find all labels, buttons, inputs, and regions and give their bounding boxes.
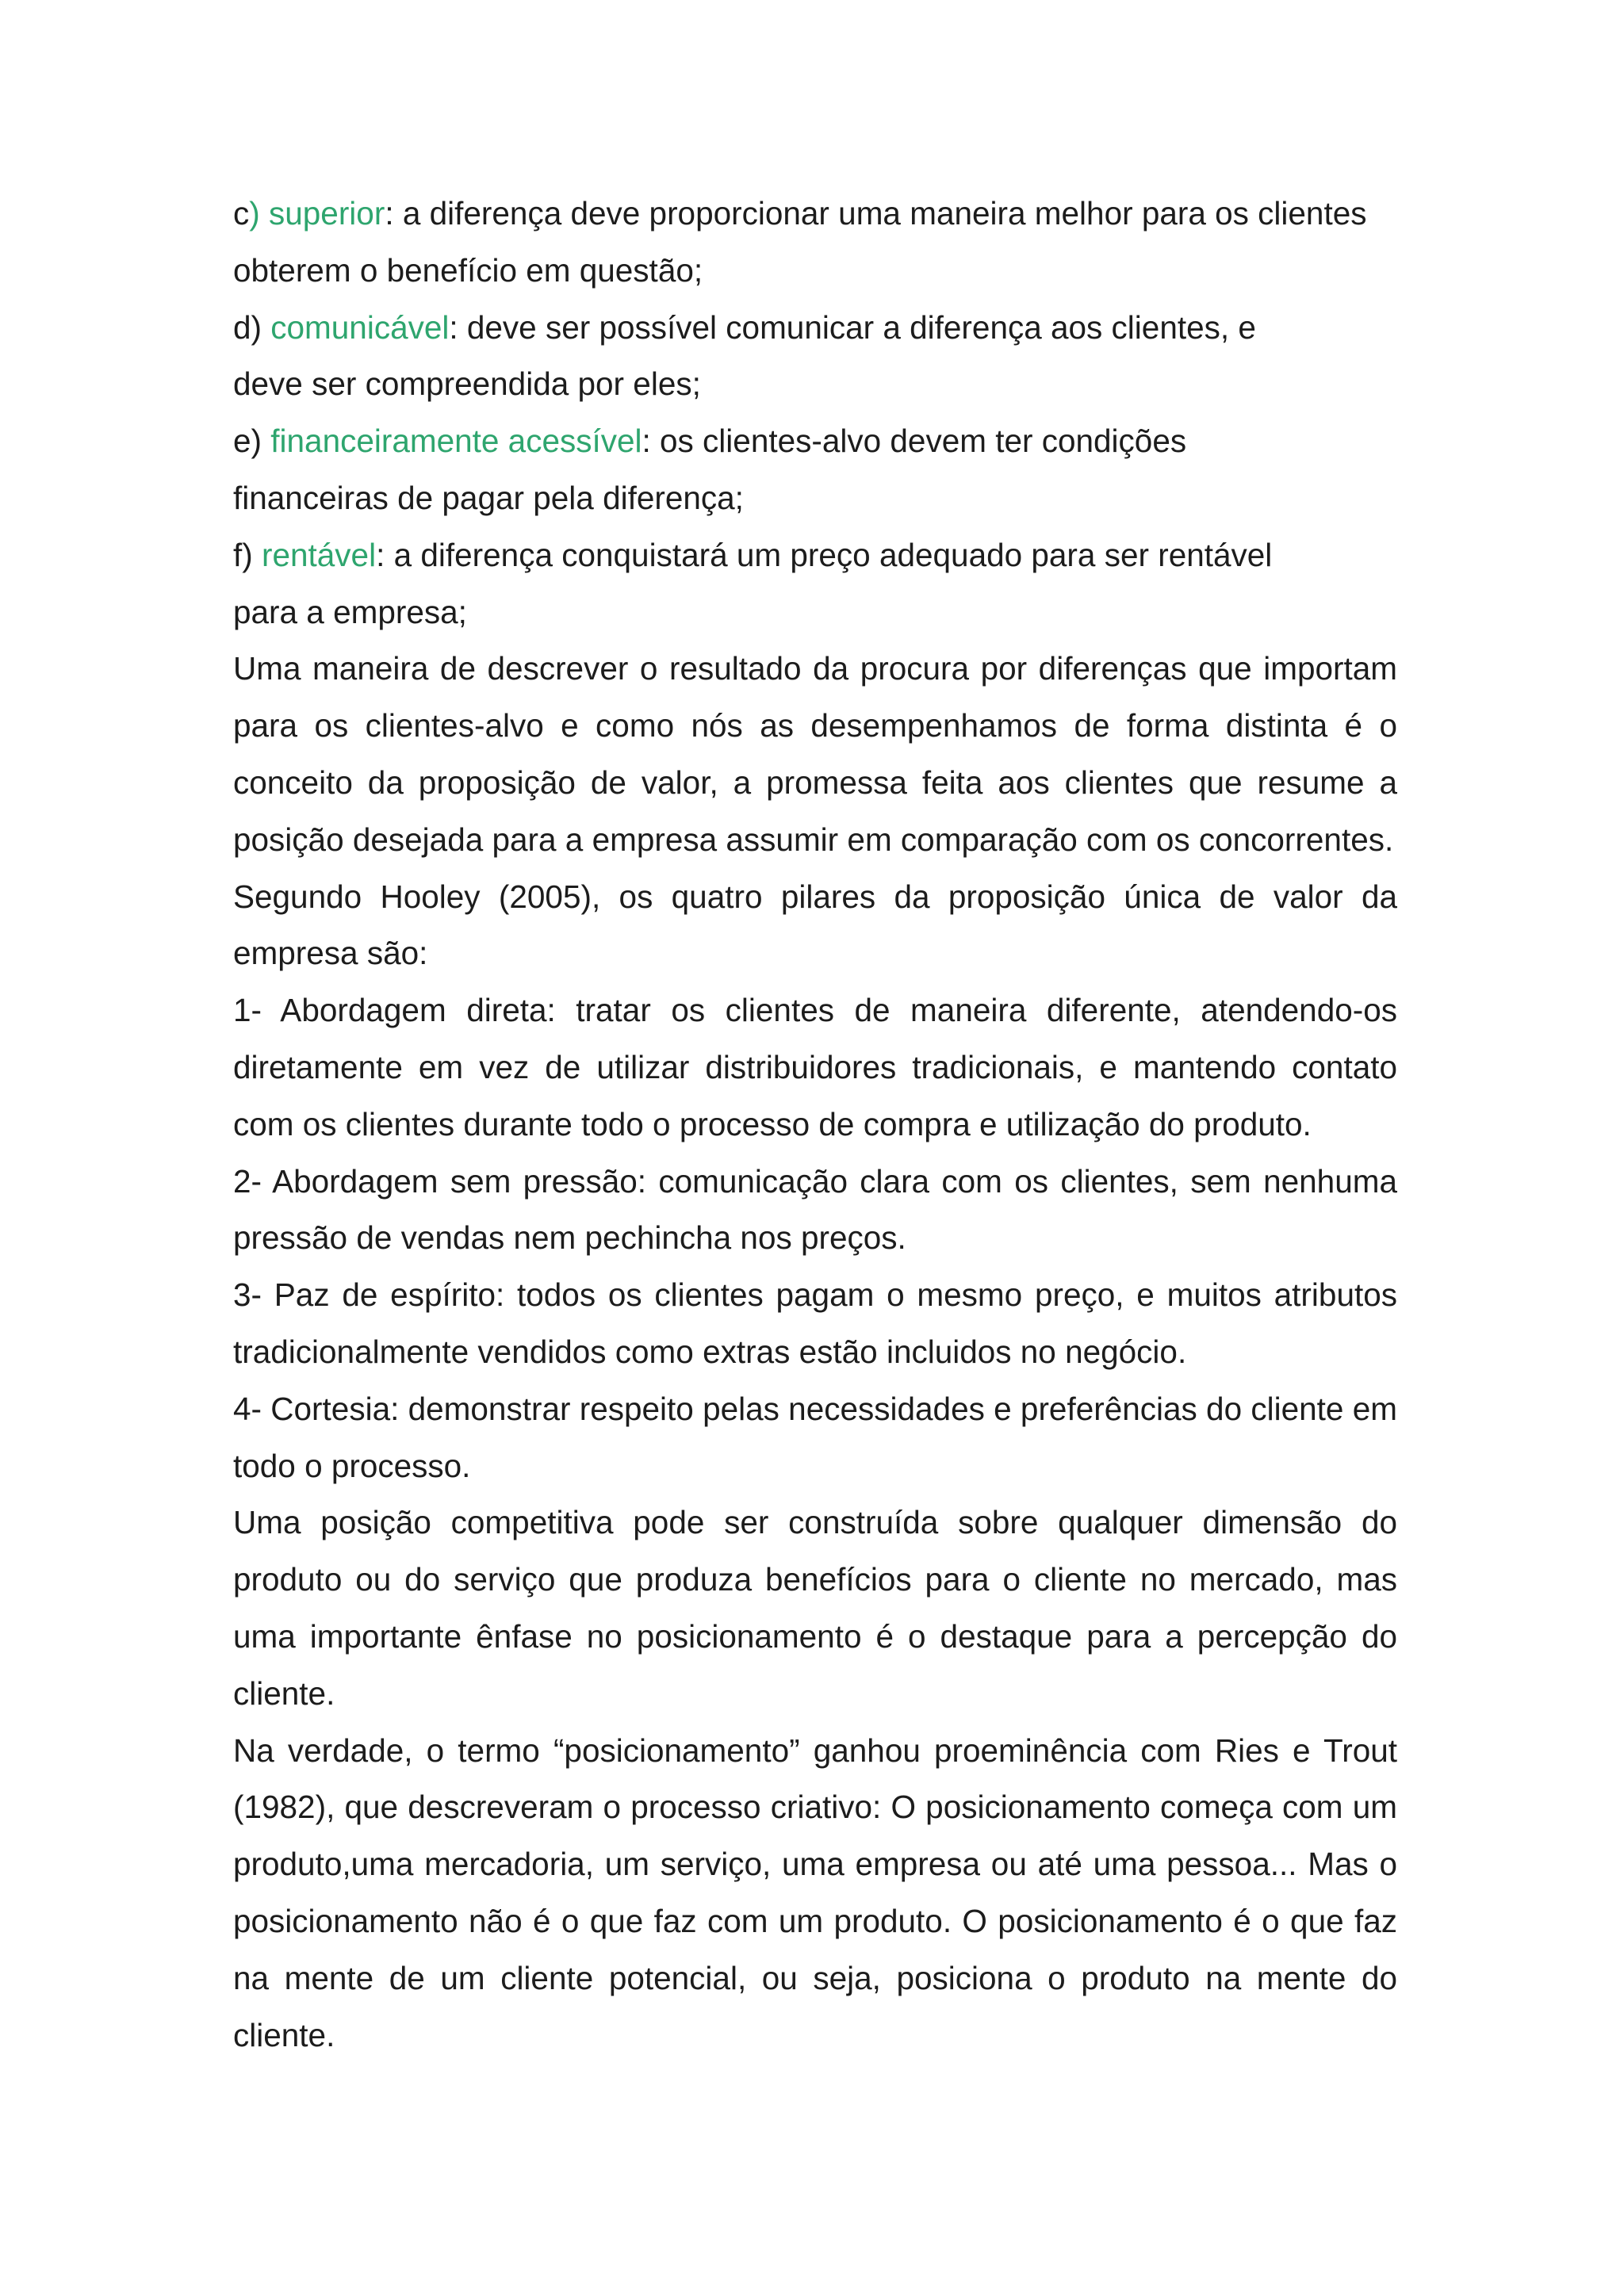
paragraph-pilar-3: 3- Paz de espírito: todos os clientes pagam o mesmo preço, e muitos atributos tradicionalmente vendidos como extras estão incluidos no negócio. [233,1276,1397,1370]
list-item-d [233,300,1397,414]
item-c-term: superior [259,195,385,232]
item-c-text-line2: obterem o benefício em questão; [233,251,703,289]
list-item-e [233,413,1397,527]
item-d-prefix: d) [233,308,271,346]
paragraph-ries-trout: Na verdade, o termo “posicionamento” ganhou proeminência com Ries e Trout (1982), que descreveram o processo criativo: O posicionamento começa com um produto,uma mercadoria, um serviço, uma empresa ou até uma pessoa... Mas o posicionamento não é o que faz com um produto. O posicionamento é o que faz na mente de um cliente potencial, ou seja, posiciona o produto na mente do cliente. [233,1732,1397,2053]
paragraph-hooley: Segundo Hooley (2005), os quatro pilares da proposição única de valor da empresa são: [233,878,1397,972]
paragraph-pilar-2: 2- Abordagem sem pressão: comunicação clara com os clientes, sem nenhuma pressão de vendas nem pechincha nos preços. [233,1162,1397,1257]
item-d-text-line2: deve ser compreendida por eles; [233,365,701,403]
paragraph-pilar-4: 4- Cortesia: demonstrar respeito pelas necessidades e preferências do cliente em todo o processo. [233,1390,1397,1484]
item-e-text-line2: financeiras de pagar pela diferença; [233,479,744,516]
item-f-prefix: f) [233,536,262,573]
item-c-text-line1: : a diferença deve proporcionar uma maneira melhor para os clientes [385,195,1367,232]
list-item-c [233,186,1397,300]
item-f-term: rentável [262,536,377,573]
item-f-text-line2: para a empresa; [233,593,467,630]
paragraph-proposicao-valor: Uma maneira de descrever o resultado da procura por diferenças que importam para os clientes-alvo e como nós as desempenhamos de forma distinta é o conceito da proposição de valor, a promessa feita aos clientes que resume a posição desejada para a empresa assumir em comparação com os concorrentes. [233,650,1397,858]
item-e-term: financeiramente acessível [270,423,642,460]
list-item-f [233,527,1397,641]
item-f-text-line1: : a diferença conquistará um preço adequado para ser rentável [376,536,1273,573]
item-e-text-line1: : os clientes-alvo devem ter condições [642,423,1187,460]
item-c-paren: ) [249,195,260,232]
paragraph-pilar-1: 1- Abordagem direta: tratar os clientes de maneira diferente, atendendo-os diretamente em vez de utilizar distribuidores tradicionais, e mantendo contato com os clientes durante todo o processo de compra e utilização do produto. [233,992,1397,1142]
paragraph-posicao-competitiva: Uma posição competitiva pode ser construída sobre qualquer dimensão do produto ou do serviço que produza benefícios para o cliente no mercado, mas uma importante ênfase no posicionamento é o destaque para a percepção do cliente. [233,1504,1397,1712]
item-d-text-line1: : deve ser possível comunicar a diferença aos clientes, e [449,308,1256,346]
item-e-prefix: e) [233,423,271,460]
item-d-term: comunicável [270,308,450,346]
item-c-prefix: c [233,195,250,232]
body-text [233,186,1397,2064]
